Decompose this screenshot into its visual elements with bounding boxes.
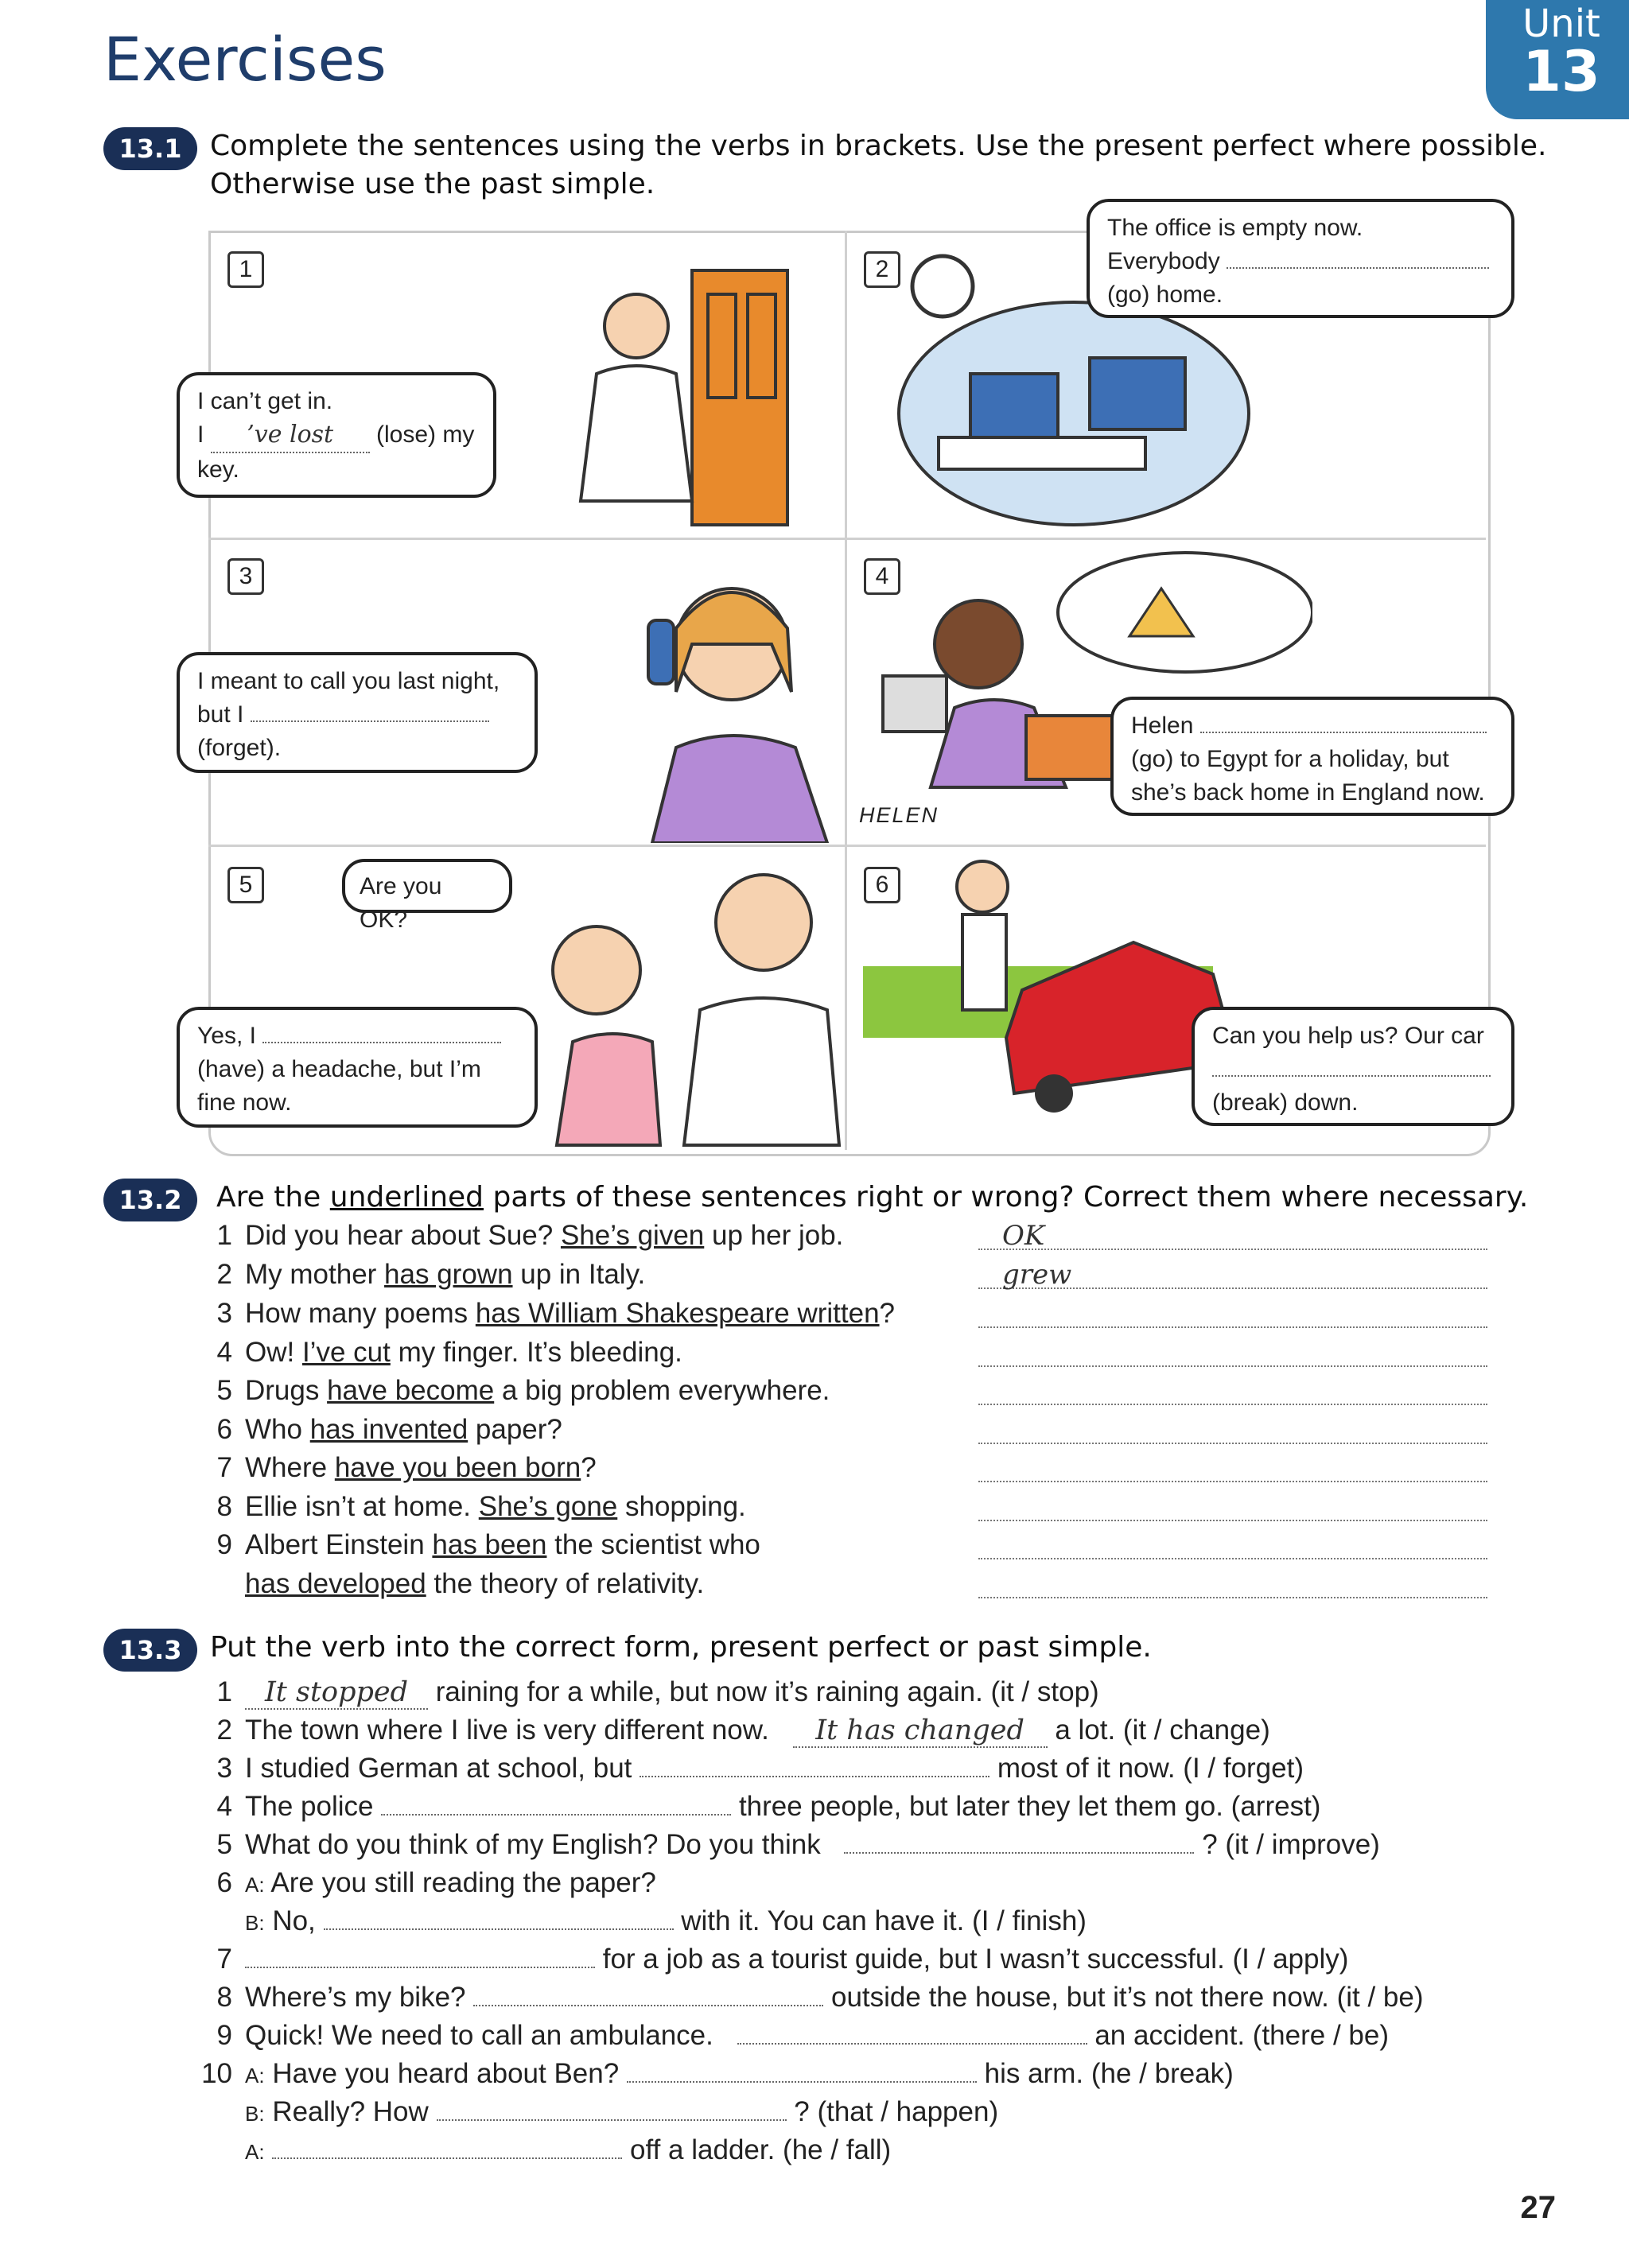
list-item: 8 Ellie isn’t at home. She’s gone shopping.	[216, 1491, 746, 1522]
answer-blank[interactable]	[381, 1814, 731, 1816]
answer-blank[interactable]	[262, 1042, 501, 1043]
unit-tab	[1486, 0, 1629, 119]
answer-blank[interactable]	[978, 1452, 1487, 1482]
list-item: 7 for a job as a tourist guide, but I wasn’t successful. (I / apply)	[216, 1944, 1349, 1975]
panel-5-illustration	[525, 859, 843, 1153]
grid-divider-vertical	[845, 231, 847, 1150]
instruction-line-1: Complete the sentences using the verbs in brackets. Use the present perfect where possible.	[210, 130, 1547, 162]
list-item: 1 Did you hear about Sue? She’s given up her job.	[216, 1220, 844, 1251]
list-item: 1 It stopped raining for a while, but now it’s raining again. (it / stop)	[216, 1676, 1099, 1708]
panel-number: 3	[227, 558, 264, 595]
list-item: 3 How many poems has William Shakespeare written?	[216, 1298, 896, 1329]
panel-number: 5	[227, 867, 264, 903]
list-item: 5 Drugs have become a big problem everywhere.	[216, 1375, 830, 1406]
answer-blank[interactable]	[978, 1414, 1487, 1444]
panel-4-caption: HELEN	[859, 803, 939, 827]
answer-blank[interactable]	[473, 2005, 823, 2006]
list-item: 9 Albert Einstein has been the scientist who	[216, 1529, 760, 1560]
panel-number: 4	[864, 558, 900, 595]
speech-bubble-4: Helen (go) to Egypt for a holiday, but she’s back home in England now.	[1110, 697, 1514, 816]
instruction-line-2: Otherwise use the past simple.	[210, 168, 655, 200]
exercise-badge-13-2: 13.2	[103, 1179, 197, 1221]
unit-number: 13	[1522, 39, 1600, 104]
answer-blank[interactable]	[1212, 1075, 1491, 1077]
list-item: 4 Ow! I’ve cut my finger. It’s bleeding.	[216, 1337, 682, 1368]
exercise-13-2-instruction: Are the underlined parts of these sentences right or wrong? Correct them where necessary.	[216, 1181, 1529, 1214]
answer-blank[interactable]	[437, 2119, 787, 2121]
list-item: 2 The town where I live is very different now. It has changed a lot. (it / change)	[216, 1715, 1270, 1746]
speech-bubble-2: The office is empty now. Everybody (go) home.	[1087, 199, 1514, 318]
panel-number: 2	[864, 251, 900, 288]
answer-blank[interactable]: OK	[978, 1220, 1487, 1250]
answer-blank[interactable]: It has changed	[793, 1715, 1048, 1748]
speech-bubble-6: Can you help us? Our car (break) down.	[1192, 1007, 1514, 1126]
list-item: 3 I studied German at school, but most of it now. (I / forget)	[216, 1753, 1304, 1784]
page-number: 27	[1520, 2190, 1556, 2225]
answer-blank[interactable]: grew	[978, 1259, 1487, 1289]
list-item-continuation: A: off a ladder. (he / fall)	[245, 2134, 892, 2165]
answer-blank[interactable]	[978, 1337, 1487, 1367]
list-item: 6 Who has invented paper?	[216, 1414, 562, 1445]
answer-blank[interactable]	[1200, 732, 1487, 733]
answer-blank[interactable]	[627, 2081, 977, 2083]
answer-blank[interactable]	[978, 1568, 1487, 1598]
exercise-13-3-instruction: Put the verb into the correct form, present perfect or past simple.	[210, 1631, 1152, 1664]
answer-blank[interactable]	[978, 1491, 1487, 1521]
list-item: 6 A: Are you still reading the paper?	[216, 1867, 656, 1898]
exercise-badge-13-1: 13.1	[103, 127, 197, 170]
grid-divider-row1	[208, 538, 1486, 540]
answer-blank[interactable]	[737, 2043, 1087, 2045]
panel-number: 6	[864, 867, 900, 903]
speech-bubble-1: I can’t get in. I ’ve lost (lose) my key.	[177, 372, 496, 498]
answer-blank[interactable]	[251, 720, 489, 722]
exercise-13-1-instruction	[210, 127, 1547, 204]
list-item: 5 What do you think of my English? Do you think ? (it / improve)	[216, 1829, 1380, 1860]
answer-blank[interactable]	[978, 1375, 1487, 1405]
list-item-continuation: B: No, with it. You can have it. (I / finish)	[245, 1905, 1087, 1936]
speech-bubble-5-question: Are you OK?	[342, 859, 512, 913]
grid-divider-row2	[208, 845, 1486, 847]
answer-blank[interactable]	[324, 1928, 674, 1930]
speech-bubble-5: Yes, I (have) a headache, but I’m fine now.	[177, 1007, 538, 1128]
answer-blank[interactable]: ’ve lost	[211, 418, 370, 453]
answer-blank[interactable]	[245, 1967, 595, 1968]
unit-label: Unit	[1522, 2, 1600, 46]
panel-1-illustration	[509, 239, 843, 533]
list-item-continuation: has developed the theory of relativity.	[245, 1568, 705, 1599]
answer-blank[interactable]	[640, 1776, 989, 1777]
list-item: 4 The police three people, but later they let them go. (arrest)	[216, 1791, 1321, 1822]
list-item: 7 Where have you been born?	[216, 1452, 597, 1483]
panel-number: 1	[227, 251, 264, 288]
list-item: 2 My mother has grown up in Italy.	[216, 1259, 646, 1290]
list-item-continuation: B: Really? How ? (that / happen)	[245, 2096, 999, 2127]
list-item: 10 A: Have you heard about Ben? his arm. (he / break)	[201, 2058, 1234, 2089]
speech-bubble-3: I meant to call you last night, but I (forget).	[177, 652, 538, 773]
exercise-badge-13-3: 13.3	[103, 1629, 197, 1672]
answer-blank[interactable]	[1227, 267, 1489, 269]
answer-blank[interactable]: It stopped	[245, 1676, 428, 1710]
answer-blank[interactable]	[272, 2157, 622, 2159]
page-title: Exercises	[103, 24, 387, 95]
list-item: 8 Where’s my bike? outside the house, but it’s not there now. (it / be)	[216, 1982, 1424, 2013]
answer-blank[interactable]	[978, 1298, 1487, 1328]
panel-3-illustration	[605, 557, 843, 843]
answer-blank[interactable]	[978, 1529, 1487, 1559]
answer-blank[interactable]	[844, 1852, 1194, 1854]
list-item: 9 Quick! We need to call an ambulance. an accident. (there / be)	[216, 2020, 1389, 2051]
